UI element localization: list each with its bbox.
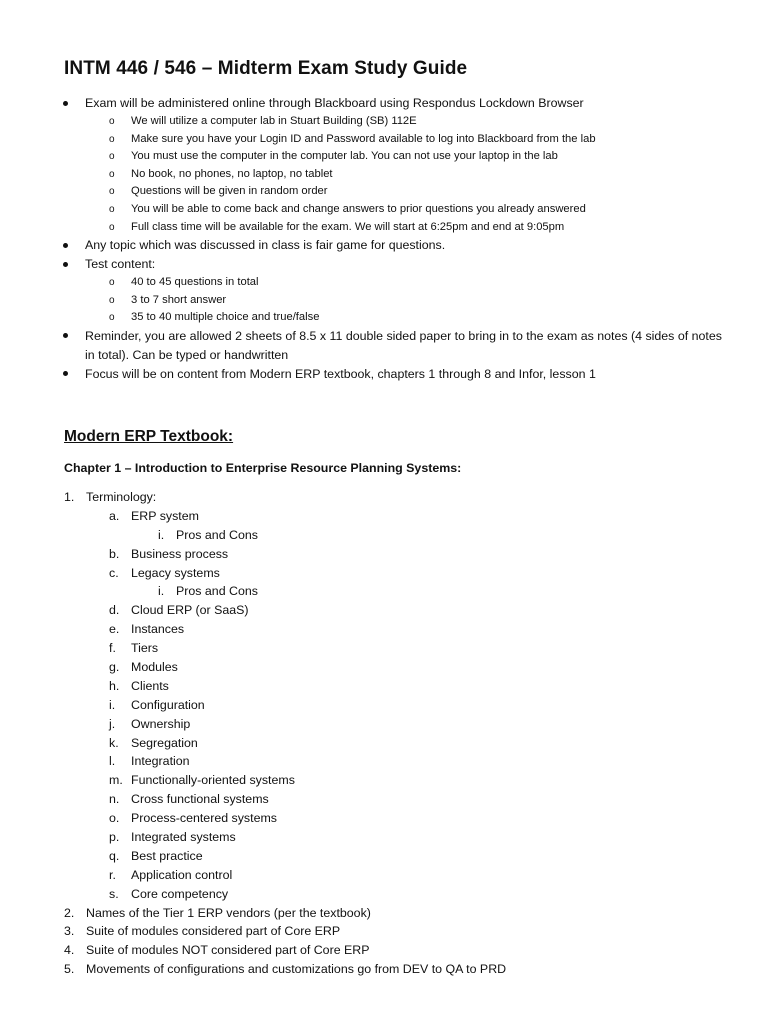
outline-item xyxy=(0,734,768,753)
outline-marker: b. xyxy=(109,546,120,561)
chapter-outline xyxy=(0,488,768,979)
outline-item xyxy=(0,885,768,904)
outline-text: Cross functional systems xyxy=(131,792,269,807)
outline-marker: l. xyxy=(109,754,116,769)
outline-marker: s. xyxy=(109,886,119,901)
outline-text: Application control xyxy=(131,867,233,882)
outline-marker: i. xyxy=(158,584,165,599)
bullet-item xyxy=(0,327,768,365)
sub-bullet-text: We will utilize a computer lab in Stuart Building (SB) 112E xyxy=(131,115,417,127)
sub-bullet-text: 3 to 7 short answer xyxy=(131,293,227,306)
sub-bullet-circle-icon: o xyxy=(109,133,115,145)
bullet-dot-icon xyxy=(63,371,68,376)
outline-text: Best practice xyxy=(131,848,203,863)
bullet-dot-icon xyxy=(63,243,68,248)
sub-bullet-item xyxy=(0,131,768,149)
outline-text: Legacy systems xyxy=(131,565,220,580)
outline-marker: d. xyxy=(109,603,120,618)
outline-marker: f. xyxy=(109,641,116,656)
bullet-item xyxy=(0,365,768,384)
bullet-text: Any topic which was discussed in class is fair game for questions. xyxy=(85,238,446,253)
outline-item xyxy=(0,564,768,583)
outline-item xyxy=(0,715,768,734)
outline-marker: k. xyxy=(109,735,119,750)
sub-bullet-item xyxy=(0,309,768,327)
sub-bullet-circle-icon: o xyxy=(109,116,115,127)
bullet-item xyxy=(0,94,768,113)
outline-text: Integrated systems xyxy=(131,830,236,845)
bullet-dot-icon xyxy=(63,262,68,267)
outline-text: Suite of modules NOT considered part of Core ERP xyxy=(86,943,370,958)
document-title: INTM 446 / 546 – Midterm Exam Study Guide xyxy=(64,58,468,79)
outline-text: Cloud ERP (or SaaS) xyxy=(131,603,249,618)
outline-item xyxy=(0,771,768,790)
outline-item xyxy=(0,488,768,507)
outline-item xyxy=(0,866,768,885)
bullet-text: Exam will be administered online through Blackboard using Respondus Lockdown Browser xyxy=(85,96,584,110)
bullet-text: Test content: xyxy=(85,257,156,272)
outline-item xyxy=(0,620,768,639)
outline-text: Clients xyxy=(131,678,169,693)
sub-bullet-circle-icon: o xyxy=(109,221,115,233)
outline-item xyxy=(0,922,768,941)
outline-text: Core competency xyxy=(131,886,229,901)
sub-bullet-item xyxy=(0,113,768,131)
sub-bullet-item xyxy=(0,183,768,201)
sub-bullet-text: You will be able to come back and change answers to prior questions you already answered xyxy=(131,202,586,215)
outline-item xyxy=(0,828,768,847)
outline-text: Modules xyxy=(131,660,178,675)
sub-bullet-circle-icon: o xyxy=(109,186,115,198)
outline-text: Suite of modules considered part of Core ERP xyxy=(86,924,341,939)
bullet-text: Reminder, you are allowed 2 sheets of 8.5 x 11 double sided paper to bring in to the exam as notes (4 sides of notes in total). Can be typed or handwritten xyxy=(85,328,722,362)
sub-bullet-item xyxy=(0,148,768,166)
outline-text: Names of the Tier 1 ERP vendors (per the textbook) xyxy=(86,905,371,920)
outline-marker: q. xyxy=(109,848,120,863)
outline-text: Integration xyxy=(131,754,190,769)
bullet-text: Focus will be on content from Modern ERP textbook, chapters 1 through 8 and Infor, lesson 1 xyxy=(85,366,596,381)
sub-bullet-text: Full class time will be available for the exam. We will start at 6:25pm and end at 9:05pm xyxy=(131,220,565,233)
outline-item xyxy=(0,847,768,866)
sub-bullet-circle-icon: o xyxy=(109,294,115,306)
sub-bullet-text: No book, no phones, no laptop, no tablet xyxy=(131,167,333,180)
outline-marker: e. xyxy=(109,622,120,637)
outline-item xyxy=(0,752,768,771)
outline-item xyxy=(0,809,768,828)
outline-item xyxy=(0,582,768,601)
outline-marker: 5. xyxy=(64,962,75,977)
sub-bullet-item xyxy=(0,292,768,310)
outline-text: Movements of configurations and customizations go from DEV to QA to PRD xyxy=(86,962,507,977)
sub-bullet-circle-icon: o xyxy=(109,277,115,289)
outline-marker: r. xyxy=(109,867,116,882)
outline-marker: 2. xyxy=(64,905,75,920)
outline-text: Functionally-oriented systems xyxy=(131,773,295,788)
sub-bullet-text: 35 to 40 multiple choice and true/false xyxy=(131,311,320,324)
sub-bullet-text: 40 to 45 questions in total xyxy=(131,276,259,289)
outline-marker: m. xyxy=(109,773,123,788)
outline-marker: h. xyxy=(109,678,120,693)
bullet-item xyxy=(0,255,768,274)
outline-text: Pros and Cons xyxy=(176,527,258,542)
outline-item xyxy=(0,677,768,696)
outline-marker: n. xyxy=(109,792,120,807)
outline-item xyxy=(0,601,768,620)
outline-item xyxy=(0,790,768,809)
outline-text: Terminology: xyxy=(86,490,157,504)
outline-marker: i. xyxy=(109,697,116,712)
outline-marker: c. xyxy=(109,565,119,580)
sub-bullet-item xyxy=(0,201,768,219)
outline-text: Configuration xyxy=(131,697,205,712)
outline-item xyxy=(0,904,768,923)
outline-marker: j. xyxy=(109,716,116,731)
outline-marker: 3. xyxy=(64,924,75,939)
outline-text: Tiers xyxy=(131,641,159,656)
bullet-dot-icon xyxy=(63,101,68,106)
sub-bullet-text: You must use the computer in the computer lab. You can not use your laptop in the lab xyxy=(131,150,558,163)
bullet-item xyxy=(0,236,768,255)
outline-item xyxy=(0,941,768,960)
sub-bullet-circle-icon: o xyxy=(109,151,115,163)
section-heading: Modern ERP Textbook: xyxy=(64,428,234,445)
outline-item xyxy=(0,507,768,526)
exam-info-list xyxy=(0,94,768,384)
outline-item xyxy=(0,526,768,545)
outline-item xyxy=(0,658,768,677)
outline-marker: i. xyxy=(158,527,165,542)
sub-bullet-circle-icon: o xyxy=(109,312,115,324)
sub-bullet-circle-icon: o xyxy=(109,203,115,215)
outline-item xyxy=(0,960,768,979)
outline-marker: o. xyxy=(109,811,120,826)
outline-text: Instances xyxy=(131,622,185,637)
outline-text: ERP system xyxy=(131,508,199,523)
outline-marker: a. xyxy=(109,508,120,523)
bullet-dot-icon xyxy=(63,333,68,338)
outline-text: Process-centered systems xyxy=(131,811,277,826)
outline-text: Pros and Cons xyxy=(176,584,258,599)
outline-marker: p. xyxy=(109,830,120,845)
sub-bullet-item xyxy=(0,219,768,237)
outline-marker: 4. xyxy=(64,943,75,958)
outline-item xyxy=(0,696,768,715)
outline-text: Business process xyxy=(131,546,229,561)
sub-bullet-item xyxy=(0,166,768,184)
outline-item xyxy=(0,639,768,658)
sub-bullet-text: Questions will be given in random order xyxy=(131,185,328,198)
chapter-heading: Chapter 1 – Introduction to Enterprise Resource Planning Systems: xyxy=(64,461,462,475)
outline-text: Ownership xyxy=(131,716,191,731)
outline-marker: 1. xyxy=(64,490,75,504)
sub-bullet-item xyxy=(0,274,768,292)
outline-item xyxy=(0,545,768,564)
sub-bullet-circle-icon: o xyxy=(109,168,115,180)
sub-bullet-text: Make sure you have your Login ID and Password available to log into Blackboard from the lab xyxy=(131,132,596,145)
outline-text: Segregation xyxy=(131,735,198,750)
outline-marker: g. xyxy=(109,660,120,675)
